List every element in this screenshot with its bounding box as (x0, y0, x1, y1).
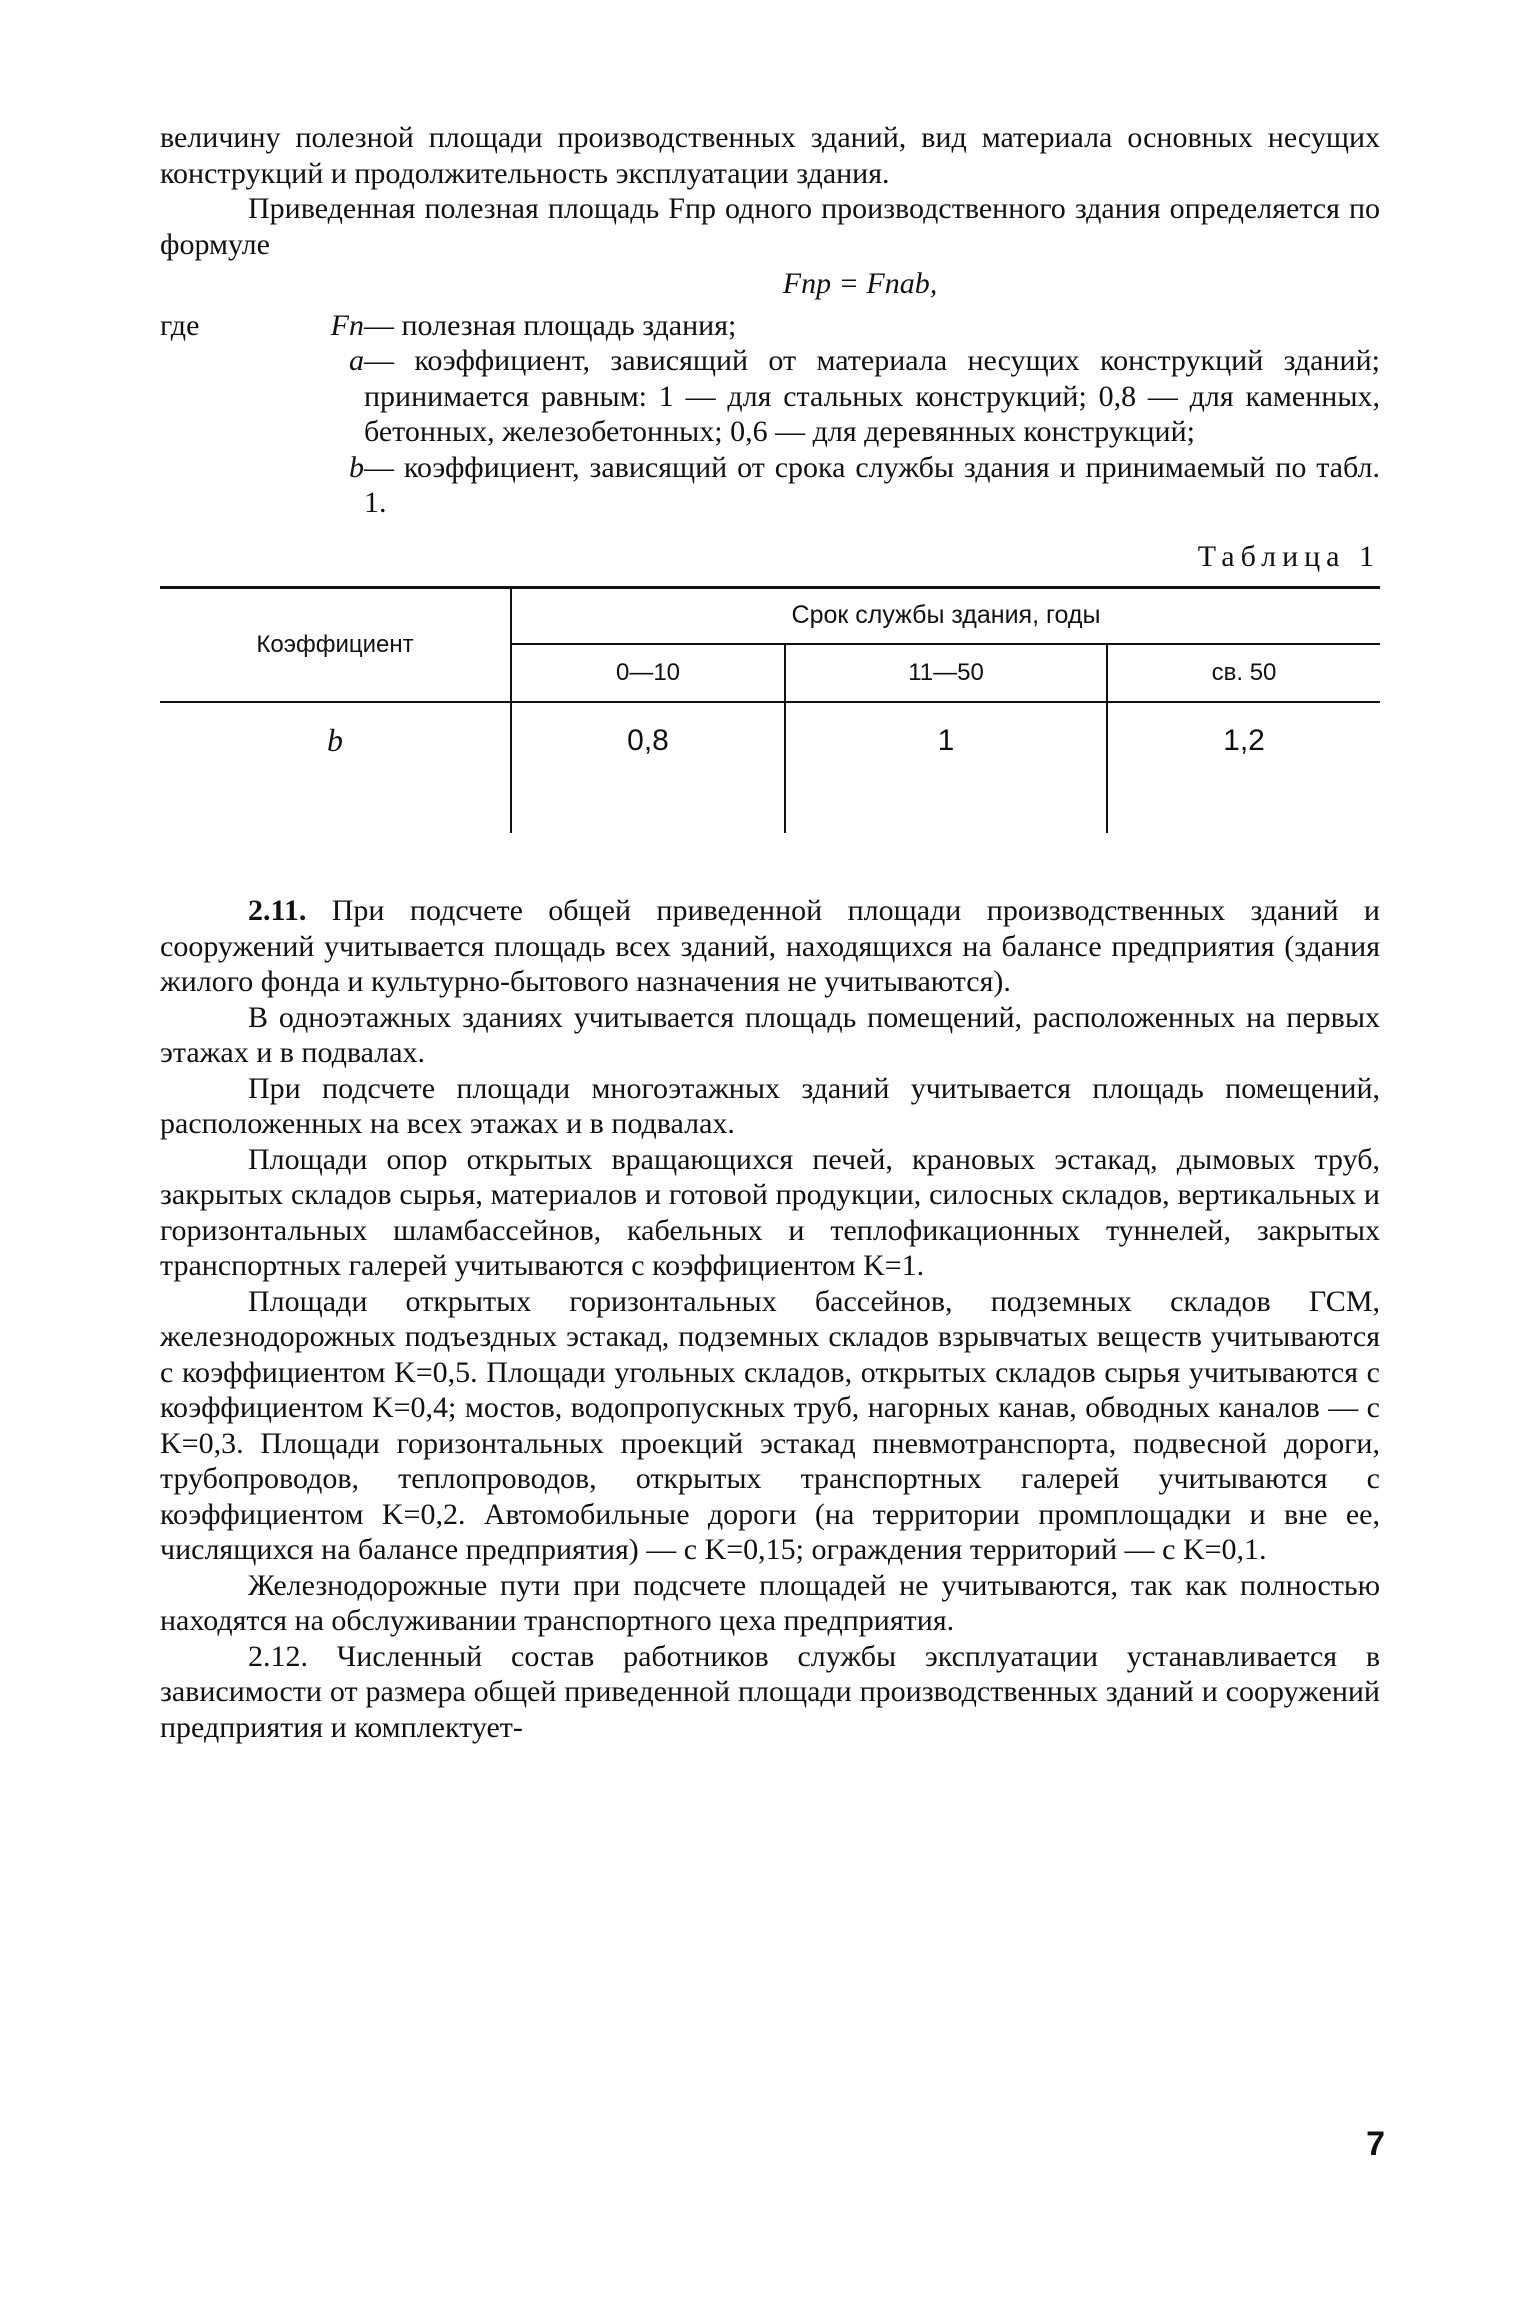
definition-symbol: a (349, 344, 364, 377)
definition-text: — полезная площадь здания; (364, 308, 737, 342)
row-symbol: b (160, 702, 511, 833)
table-cell: 1,2 (1223, 724, 1265, 757)
intro-continuation: величину полезной площади производственных зданий, вид материала основных несущих конструкций и продолжительность эксплуатации здания. (160, 121, 1380, 190)
where-block (160, 308, 1380, 344)
document-page (160, 120, 1380, 1745)
paragraph: В одноэтажных зданиях учитывается площадь помещений, расположенных на первых этажах и в подвалах. (160, 1000, 1380, 1069)
formula: Fпр = Fпab, (782, 267, 938, 300)
page-number: 7 (1366, 2125, 1385, 2163)
formula-intro: Приведенная полезная площадь Fпр одного производственного здания определяется по формуле (160, 192, 1380, 261)
definition-b (160, 450, 1380, 521)
section-number: 2.11. (248, 894, 307, 927)
paragraph-2-12 (160, 1639, 1380, 1746)
definition-fp (270, 308, 1380, 344)
where-label: где (160, 308, 200, 342)
coefficient-table (160, 586, 1380, 833)
group-header-service-life: Срок службы здания, годы (511, 588, 1380, 645)
sub-header: св. 50 (1107, 644, 1380, 702)
section-number: 2.12. (248, 1639, 308, 1673)
paragraph: Площади открытых горизонтальных бассейнов, подземных складов ГСМ, железнодорожных подъездных эстакад, подземных складов взрывчатых веществ учитываются с коэффициентом K=0,5. Площади угольных складов, открытых складов сырья учитываются с коэффициентом K=0,4; мостов, водопропускных труб, нагорных канав, обводных каналов — с K=0,3. Площади горизонтальных проекций эстакад пневмотранспорта, подвесной дороги, трубопроводов, теплопроводов, открытых транспортных галерей учитываются с коэффициентом K=0,2. Автомобильные дороги (на территории промплощадки и вне ее, числящихся на балансе предприятия) — с K=0,15; ограждения территорий — с K=0,1. (160, 1284, 1380, 1566)
paragraph-text: При подсчете общей приведенной площади производственных зданий и сооружений учитывается площадь всех зданий, находящихся на балансе предприятия (здания жилого фонда и культурно-бытового назначения не учитываются). (160, 894, 1380, 998)
paragraph-2-11 (160, 893, 1380, 1000)
table-cell: 1 (785, 702, 1107, 833)
paragraph: Площади опор открытых вращающихся печей, крановых эстакад, дымовых труб, закрытых складов сырья, материалов и готовой продукции, силосных складов, вертикальных и горизонтальных шламбассейнов, кабельных и теплофикационных туннелей, закрытых транспортных галерей учитываются с коэффициентом K=1. (160, 1142, 1380, 1282)
definition-symbol: Fп (330, 308, 364, 342)
paragraph: Железнодорожные пути при подсчете площадей не учитываются, так как полностью находятся на обслуживании транспортного цеха предприятия. (160, 1568, 1380, 1637)
paragraph-text: Численный состав работников службы эксплуатации устанавливается в зависимости от размера общей приведенной площади производственных зданий и сооружений предприятия и комплектует- (160, 1639, 1380, 1744)
definition-symbol: b (349, 450, 364, 484)
definition-a (160, 343, 1380, 450)
paragraph: При подсчете площади многоэтажных зданий учитывается площадь помещений, расположенных на всех этажах и в подвалах. (160, 1071, 1380, 1140)
table-cell: 0,8 (511, 702, 785, 833)
table-caption: Таблица 1 (1197, 539, 1380, 573)
column-header-coefficient: Коэффициент (160, 588, 511, 703)
sub-header: 11—50 (785, 644, 1107, 702)
sub-header: 0—10 (511, 644, 785, 702)
definition-text: — коэффициент, зависящий от срока службы здания и принимаемый по табл. 1. (364, 450, 1380, 519)
definition-text: — коэффициент, зависящий от материала несущих конструкций зданий; принимается равным: 1 — для стальных конструкций; 0,8 — для каменных, бетонных, железобетонных; 0,6 — для деревянных конструкций; (364, 344, 1380, 448)
